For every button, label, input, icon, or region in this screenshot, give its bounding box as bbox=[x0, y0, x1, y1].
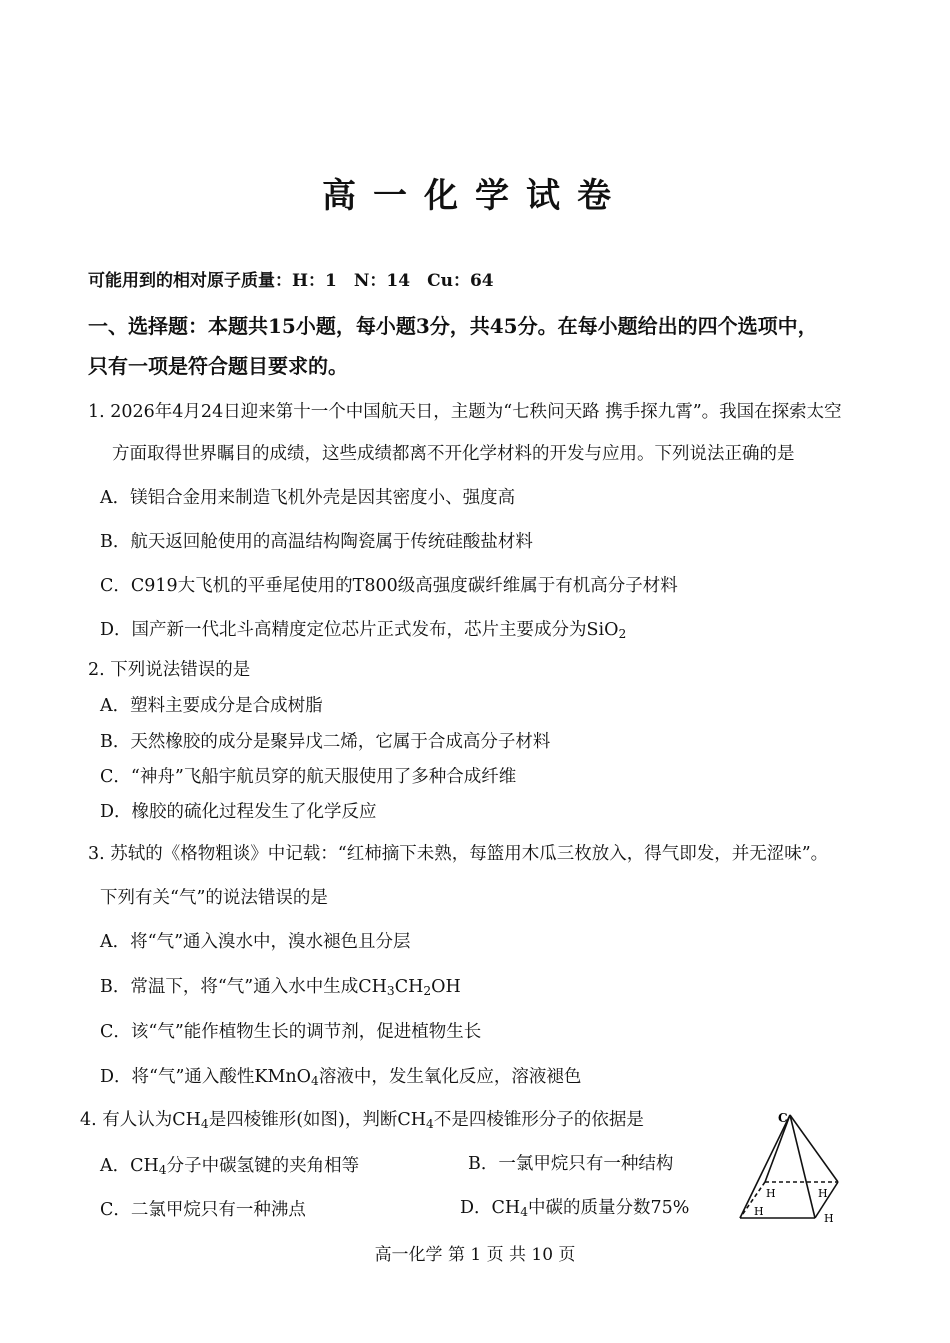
q4-option-a: A．$CH_4$分子中碳氢键的夹角相等 bbox=[100, 1156, 360, 1178]
q4-option-b: B．一氯甲烷只有一种结构 bbox=[468, 1154, 674, 1174]
pyramid-apex-label: C bbox=[778, 1111, 788, 1125]
q2-option-d: D．橡胶的硫化过程发生了化学反应 bbox=[100, 802, 377, 822]
pyramid-h-label-4: H bbox=[824, 1212, 834, 1225]
q2-option-b: B．天然橡胶的成分是聚异戊二烯，它属于合成高分子材料 bbox=[100, 732, 551, 752]
q4-option-c: C．二氯甲烷只有一种沸点 bbox=[100, 1200, 306, 1220]
q3-stem-line2: 下列有关“气”的说法错误的是 bbox=[100, 888, 328, 908]
q1-option-a: A．镁铝合金用来制造飞机外壳是因其密度小、强度高 bbox=[100, 488, 516, 508]
section-heading-line2: 只有一项是符合题目要求的。 bbox=[88, 354, 348, 378]
page-title: 高一化学试卷 bbox=[322, 176, 628, 216]
pyramid-h-label-1: H bbox=[766, 1187, 776, 1200]
q3-option-a: A．将“气”通入溴水中，溴水褪色且分层 bbox=[100, 932, 411, 952]
section-heading-line1: 一、选择题：本题共15小题，每小题3分，共45分。在每小题给出的四个选项中， bbox=[88, 314, 818, 338]
q1-stem-line1: 1. 2026年4月24日迎来第十一个中国航天日，主题为“七秩问天路 携手探九霄”。我国在探索太空 bbox=[88, 402, 842, 422]
q1-option-b: B．航天返回舱使用的高温结构陶瓷属于传统硅酸盐材料 bbox=[100, 532, 533, 552]
q4-stem: 4. 有人认为$CH_4$是四棱锥形(如图)，判断$CH_4$不是四棱锥形分子的依据是 bbox=[80, 1110, 644, 1132]
q3-stem-line1: 3. 苏轼的《格物粗谈》中记载：“红柿摘下未熟，每篮用木瓜三枚放入，得气即发，并无涩味”。 bbox=[88, 844, 829, 864]
atomic-masses-note: 可能用到的相对原子质量：H：1 N：14 Cu：64 bbox=[88, 271, 494, 291]
q1-stem-line2: 方面取得世界瞩目的成绩，这些成绩都离不开化学材料的开发与应用。下列说法正确的是 bbox=[112, 444, 795, 464]
q4-option-d: D．$CH_4$中碳的质量分数75% bbox=[460, 1198, 690, 1220]
pyramid-diagram bbox=[730, 1100, 850, 1230]
q3-option-d: D．将“气”通入酸性KMnO$_4$溶液中，发生氧化反应，溶液褪色 bbox=[100, 1067, 582, 1089]
pyramid-h-label-3: H bbox=[754, 1205, 764, 1218]
q2-stem: 2. 下列说法错误的是 bbox=[88, 660, 251, 680]
q1-option-d: D．国产新一代北斗高精度定位芯片正式发布，芯片主要成分为SiO$_2$ bbox=[100, 620, 627, 642]
q2-option-a: A．塑料主要成分是合成树脂 bbox=[100, 696, 323, 716]
pyramid-h-label-2: H bbox=[818, 1187, 828, 1200]
q2-option-c: C．“神舟”飞船宇航员穿的航天服使用了多种合成纤维 bbox=[100, 767, 517, 787]
page-footer: 高一化学 第 1 页 共 10 页 bbox=[374, 1245, 576, 1265]
q3-option-b: B．常温下，将“气”通入水中生成$CH_3CH_2OH$ bbox=[100, 977, 461, 999]
q1-option-c: C．C919大飞机的平垂尾使用的T800级高强度碳纤维属于有机高分子材料 bbox=[100, 576, 678, 596]
q3-option-c: C．该“气”能作植物生长的调节剂，促进植物生长 bbox=[100, 1022, 482, 1042]
